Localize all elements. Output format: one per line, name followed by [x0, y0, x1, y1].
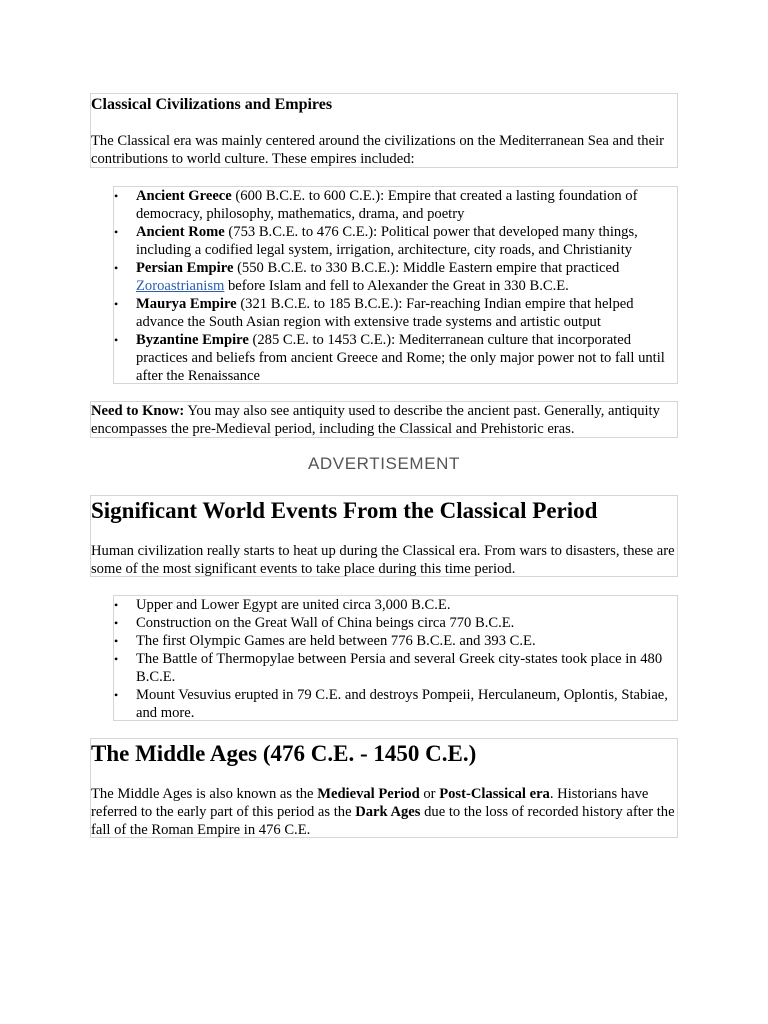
body-text: The Middle Ages is also known as the [91, 786, 318, 802]
body-bold: Medieval Period [317, 786, 420, 802]
empire-name: Persian Empire [136, 260, 234, 276]
body-bold: Dark Ages [355, 804, 421, 820]
list-item: • The Battle of Thermopylae between Persia and several Greek city-states took place in 480 B.C.E. [136, 650, 677, 686]
list-item: • Upper and Lower Egypt are united circa 3,000 B.C.E. [136, 596, 677, 614]
section-middle-ages [90, 738, 678, 838]
empire-description: (321 B.C.E. to 185 B.C.E.): Far-reaching Indian empire that helped advance the South Asian region with extensive trade systems and artistic output [136, 296, 634, 330]
empire-name: Ancient Rome [136, 224, 225, 240]
list-item [136, 295, 677, 331]
events-list [114, 596, 677, 722]
body-text: or [419, 786, 440, 802]
list-item [136, 259, 677, 295]
empires-list [114, 187, 677, 385]
section-body [91, 785, 677, 839]
empire-description: (753 B.C.E. to 476 C.E.): Political power that developed many things, including a codified legal system, irrigation, architecture, city roads, and Christianity [136, 224, 638, 258]
list-item [136, 331, 677, 385]
section-intro: Human civilization really starts to heat up during the Classical era. From wars to disasters, these are some of the most significant events to take place during this time period. [91, 543, 675, 577]
list-item [136, 223, 677, 259]
empire-name: Maurya Empire [136, 296, 237, 312]
body-bold: Post-Classical era [439, 786, 550, 802]
section-classical-intro [90, 93, 678, 168]
list-item: • The first Olympic Games are held between 776 B.C.E. and 393 C.E. [136, 632, 677, 650]
need-to-know-text [91, 402, 677, 438]
empire-name: Ancient Greece [136, 188, 232, 204]
body-text: due to the loss of recorded history after the fall of the Roman Empire in 476 C.E. [91, 804, 675, 838]
list-item: • Mount Vesuvius erupted in 79 C.E. and destroys Pompeii, Herculaneum, Oplontis, Stabiae, and more. [136, 686, 677, 722]
need-to-know-callout [90, 401, 678, 438]
events-list-box [113, 595, 678, 721]
body-text: . Historians have referred to the early part of this period as the [91, 786, 649, 820]
empire-name: Byzantine Empire [136, 332, 249, 348]
empires-list-box [113, 186, 678, 384]
section-world-events-intro [90, 495, 678, 577]
section-heading: Classical Civilizations and Empires [91, 96, 333, 113]
advertisement-label: ADVERTISEMENT [307, 454, 460, 473]
empire-description: (550 B.C.E. to 330 B.C.E.): Middle Eastern empire that practiced [233, 260, 620, 276]
section-heading: Significant World Events From the Classical Period [91, 498, 598, 523]
section-intro: The Classical era was mainly centered around the civilizations on the Mediterranean Sea and their contributions to world culture. These empires included: [91, 133, 664, 167]
need-to-know-body: You may also see antiquity used to describe the ancient past. Generally, antiquity encompasses the pre-Medieval period, including the Classical and Prehistoric eras. [91, 403, 660, 437]
empire-description: (285 C.E. to 1453 C.E.): Mediterranean culture that incorporated practices and beliefs from ancient Greece and Rome; the only major power not to fall until after the Renaissance [136, 332, 665, 384]
zoroastrianism-link[interactable]: Zoroastrianism [136, 278, 225, 294]
empire-description: before Islam and fell to Alexander the Great in 330 B.C.E. [224, 278, 569, 294]
section-heading: The Middle Ages (476 C.E. - 1450 C.E.) [91, 741, 477, 766]
list-item [136, 187, 677, 223]
need-to-know-label: Need to Know: [91, 403, 185, 419]
empire-description: (600 B.C.E. to 600 C.E.): Empire that created a lasting foundation of democracy, philosophy, mathematics, drama, and poetry [136, 188, 638, 222]
list-item: • Construction on the Great Wall of China beings circa 770 B.C.E. [136, 614, 677, 632]
